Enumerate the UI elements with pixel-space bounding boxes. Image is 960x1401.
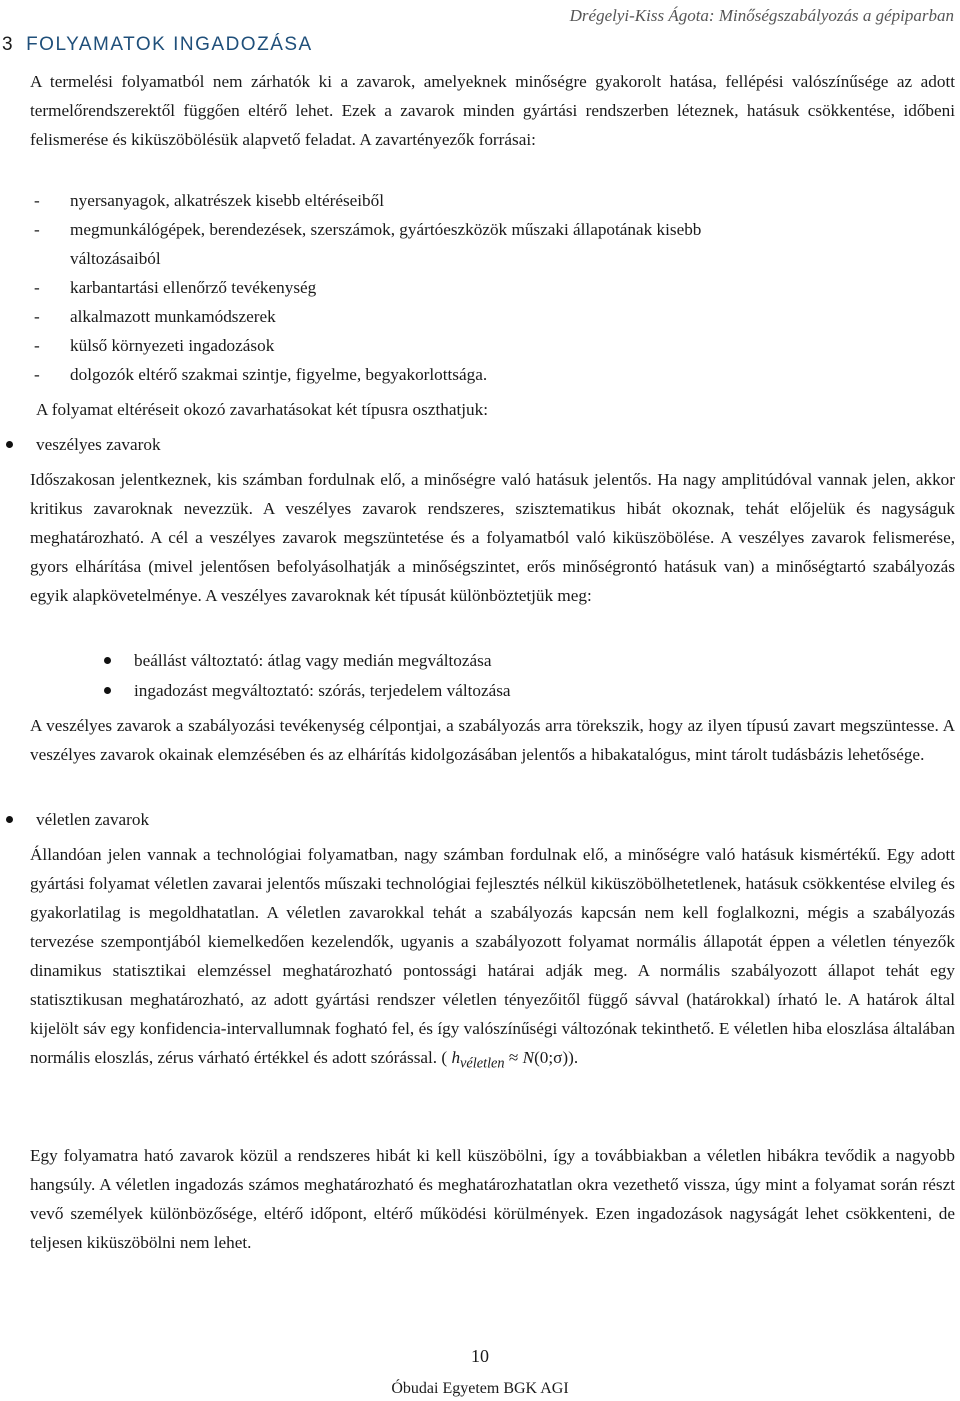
intro-paragraph: A termelési folyamatból nem zárhatók ki a zavarok, amelyeknek minőségre gyakorolt hatása, fellépési valószínűsége az adott termelőrendszerektől függően eltérő lehet. Ezek a zavarok minden gyártási rendszerben léteznek, hatásuk csökkentése, időbeni felismerése és kiküszöbölésük alapvető feladat. A zavartényezők forrásai: [30,72,955,149]
footer-institution: Óbudai Egyetem BGK AGI [391,1380,569,1397]
section-heading [2,34,313,56]
bullet-icon [104,657,111,664]
source-item: - alkalmazott munkamódszerek [34,307,276,326]
bullet-icon [104,687,111,694]
types-intro: A folyamat eltéréseit okozó zavarhatásokat két típusra oszthatjuk: [36,400,488,419]
formula: ( $h_{véletlen}$ ≈ N(0;σ)). [441,1048,579,1072]
section-number: 3 [2,34,15,55]
closing-paragraph: Egy folyamatra ható zavarok közül a rendszeres hibát ki kell küszöbölni, így a továbbiakban a véletlen hibákra tevődik a nagyobb hangsúly. A véletlen ingadozás számos meghatározható és meghatározhatatlan okra vezethető vissza, úgy mint a folyamat során részt vevő személyek különbözősége, eltérő időpont, eltérő működési körülmények. Ezen ingadozások nagyságát lehet csökkenteni, de teljesen kiküszöbölni nem lehet. [30,1146,955,1252]
source-item: - külső környezeti ingadozások [34,336,275,355]
section-title: FOLYAMATOK INGADOZÁSA [26,34,313,55]
source-item: - megmunkálógépek, berendezések, szerszámok, gyártóeszközök műszaki állapotának kisebb [34,220,702,239]
bullet-icon [6,816,13,823]
bullet-icon [6,441,13,448]
source-item: - nyersanyagok, alkatrészek kisebb eltéréseiből [34,191,385,210]
random-paragraph: Állandóan jelen vannak a technológiai folyamatban, nagy számban fordulnak elő, a minőségre való hatásuk kismértékű. Egy adott gyártási folyamat véletlen zavarai jelentős műszaki technológiai fejlesztés nélkül kiküszöbölhetetlenek, hatásuk csökkentése elvileg és gyakorlatilag is megoldhatatlan. A véletlen zavarokkal tehát a szabályozás kapcsán nem kell foglalkozni, mégis a szabályozás tervezése szempontjából kiemelkedően kezelendők, ugyanis a szabályozott folyamat normális állapotát éppen a véletlen tényezők dinamikus statisztikai elemzéssel meghatározható pontossági határai adják meg. A normális szabályozott állapot tehát egy statisztikusan meghatározható, az adott gyártási rendszer véletlen tényezőitől függő sávval (határokkal) írható le. A határok által kijelölt sáv egy konfidencia-intervallumnak fogható fel, és így valószínűségi változónak tekinthető. E véletlen hiba eloszlása általában normális eloszlás, zérus várható értékkel és adott szórással. ( $h_{véletlen}$ ≈ N(0;σ)). [30,845,955,1072]
random-heading: véletlen zavarok [36,805,149,834]
dangerous-heading: veszélyes zavarok [36,430,161,459]
dangerous-subtype: ingadozást megváltoztató: szórás, terjedelem változása [134,676,511,705]
dangerous-paragraph: Időszakosan jelentkeznek, kis számban fordulnak elő, a minőségre való hatásuk jelentős. Ha nagy amplitúdóval vannak jelen, akkor kritikus zavaroknak nevezzük. A veszélyes zavarok rendszeres, szisztematikus hibát okoznak, tehát előjelük és nagyságuk meghatározható. A cél a veszélyes zavarok megszüntetése és a folyamatból való kiküszöbölése. A veszélyes zavarok felismerése, gyors elhárítása (mivel jelentősen befolyásolhatják a minőségszintet, erős minőségrontó hatásuk van) a minőségtartó szabályozás egyik alapkövetelménye. A veszélyes zavaroknak két típusát különböztetjük meg: [30,470,955,605]
source-item: - karbantartási ellenőrző tevékenység [34,278,317,297]
running-header: Drégelyi-Kiss Ágota: Minőségszabályozás a gépiparban [569,6,954,25]
source-item-continuation: változásaiból [70,249,161,268]
source-item: - dolgozók eltérő szakmai szintje, figyelme, begyakorlottsága. [34,365,488,384]
dangerous-subtype: beállást változtató: átlag vagy medián megváltozása [134,646,491,675]
dangerous-after-paragraph: A veszélyes zavarok a szabályozási tevékenység célpontjai, a szabályozás arra törekszik, hogy az ilyen típusú zavart megszüntesse. A veszélyes zavarok okainak elemzésében és az elhárítás kidolgozásában jelentős a hibakatalógus, mint tárolt tudásbázis lehetősége. [30,716,955,764]
page-number: 10 [471,1346,489,1366]
